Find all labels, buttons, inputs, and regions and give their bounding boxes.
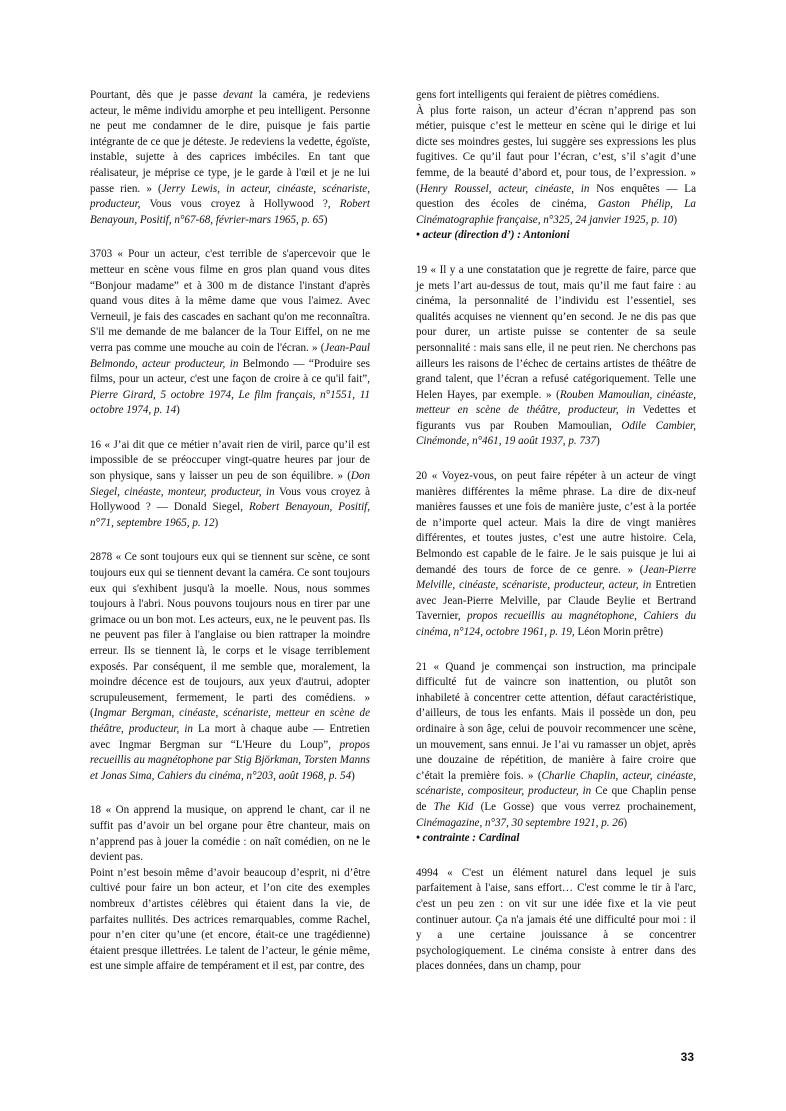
citation-text: Jean-Paul Belmondo, acteur producteur, in bbox=[90, 341, 370, 370]
quote-text: Point n’est besoin même d’avoir beaucoup d’esprit, ni d’être cultivé pour faire un bon acteur, et l’on cite des exemples nombreux d’artistes célèbres qui étaient dans la vie, de parfaites nullités. Des actrices remarquables, comme Rachel, pour n’en citer qu’une (et encore, était-ce une tragédienne) étaient presque illettrées. Le talent de l’acteur, le génie même, est une simple affaire de tempérament et il est, par contre, des bbox=[90, 866, 370, 973]
citation-text: Don Siegel, cinéaste, monteur, producteur, in bbox=[90, 470, 370, 498]
quote-text: Pourtant, dès que je passe bbox=[90, 89, 224, 101]
citation-text: propos recueillis au magnétophone, Cahiers du cinéma, n°124, octobre 1961, p. 19, bbox=[416, 610, 696, 638]
quote-text: ) bbox=[176, 404, 180, 417]
quote-text: 4994 « C'est un élément naturel dans lequel je suis parfaitement à l'aise, sans effort… C'est comme le tir à l'arc, c'est un peu zen : on vit sur une idée fixe et la vie peut continuer autour. Ça n'a jamais été une difficulté pour moi : il y a une certaine jouissance à se concentrer psychologiquement. Le cinéma consiste à entrer dans des places données, dans un champ, pour bbox=[416, 866, 696, 973]
quote-text: À plus forte raison, un acteur d’écran n’apprend pas son métier, puisque c’est le metteur en scène qui le dirige et lui dicte ses moindres gestes, lui suggère ses expressions les plus fugitives. Ce qu’il faut pour l’écran, c’est, s’il s’agit d’une femme, de la beauté d’abord et, pour tous, de l’expression. » ( bbox=[416, 104, 696, 195]
quote-text: 20 « Voyez-vous, on peut faire répéter à un acteur de vingt manières différentes la même phrase. La dire de dix-neuf manières fausses et une fois de manière juste, c’est à la portée de n’importe quel acteur. Mais la dire de vingt manières différentes, et toutes justes, c’est une autre histoire. Cela, Belmondo est capable de le faire. Je le sais puisque je lui ai demandé des tours de force de ce genre. » ( bbox=[416, 470, 696, 576]
citation-text: devant bbox=[223, 89, 253, 101]
citation-text: The Kid bbox=[433, 800, 474, 813]
quote-entry bbox=[416, 660, 696, 832]
quote-entry bbox=[416, 263, 696, 450]
citation-text: Jean-Pierre Melville, cinéaste, scénariste, producteur, acteur, in bbox=[416, 563, 696, 592]
citation-text: propos recueillis au magnétophone par Stig Björkman, Torsten Manns et Jonas Sima, Cahiers du cinéma, n°203, août 1968, p. 54 bbox=[90, 738, 370, 782]
citation-text: Ingmar Bergman, cinéaste, scénariste, metteur en scène de théâtre, producteur, in bbox=[90, 707, 370, 735]
quote-entry bbox=[90, 88, 370, 228]
citation-text: Cinémagazine, n°37, 30 septembre 1921, p. 26 bbox=[416, 816, 624, 829]
citation-text: Pierre Girard, 5 octobre 1974, Le film français, n°1551, 11 octobre 1974, p. 14 bbox=[90, 388, 370, 417]
quote-entry bbox=[90, 247, 370, 419]
quote-text: Belmondo — “Produire ses films, pour un acteur, c'est une façon de croire à ce qu'il fait”, bbox=[90, 357, 370, 386]
page-number: 33 bbox=[680, 1050, 694, 1064]
citation-text: Jerry Lewis, in acteur, cinéaste, scénariste, producteur, bbox=[90, 182, 370, 211]
citation-text: Henry Roussel, acteur, cinéaste, in bbox=[419, 182, 590, 195]
quote-entry bbox=[416, 88, 696, 104]
quote-text: Nos enquêtes — La question des écoles de cinéma, bbox=[416, 182, 696, 211]
left-column bbox=[90, 88, 370, 994]
quote-text: Léon Morin prêtre) bbox=[574, 626, 664, 638]
quote-text: ) bbox=[214, 516, 219, 529]
quote-text: 2878 « Ce sont toujours eux qui se tiennent sur scène, ce sont toujours eux qui se tiennent devant la caméra. Ce sont toujours eux qui s'exhibent jusqu'à la moelle. Nous, nous sommes toujours à l'abri. Nous pouvons toujours nous en tirer par une grimace ou un bon mot. Les acteurs, eux, ne le peuvent pas. Ils ne peuvent pas filer à l'anglaise ou bien rattraper la moindre erreur. Ils se tiennent là, le corps et le visage terriblement exposés. Par conséquent, il me semble que, moralement, la moindre décence est de toujours, aux yeux d'autrui, adopter scrupuleusement, fermement, le parti des comédiens. » ( bbox=[90, 551, 370, 720]
quote-text: ) bbox=[351, 769, 355, 782]
right-column bbox=[416, 88, 696, 994]
cross-reference bbox=[416, 831, 696, 847]
quote-text: Ce que Chaplin pense de bbox=[416, 785, 696, 813]
quote-text: ) bbox=[596, 435, 600, 448]
quote-entry bbox=[416, 866, 696, 975]
quote-entry bbox=[416, 104, 696, 229]
quote-text: Entretien avec Jean-Pierre Melville, par Claude Beylie et Bertrand Tavernier, bbox=[416, 579, 696, 623]
citation-text: Charlie Chaplin, acteur, cinéaste, scénariste, compositeur, producteur, in bbox=[416, 769, 696, 798]
cross-reference bbox=[416, 228, 696, 244]
quote-text: gens fort intelligents qui feraient de piètres comédiens. bbox=[416, 89, 660, 101]
quote-entry bbox=[90, 866, 370, 975]
quote-text: 21 « Quand je commençai son instruction, ma principale difficulté fut de vaincre son inattention, ou plutôt son inhabileté à concentrer cette attention, défaut caractéristique, d’ailleurs, de tous les enfants. Mais il possède un don, peu ordinaire à son âge, celui de pouvoir recommencer une scène, un mouvement, sans ennui. Je l’ai vu ramasser un objet, après une douzaine de répétition, de manière à faire croire que c’était la première fois. » ( bbox=[416, 660, 696, 782]
quote-text: Vous vous croyez à Hollywood ?, bbox=[140, 198, 340, 211]
quote-text: La mort à chaque aube — Entretien avec Ingmar Bergman sur “L'Heure du Loup”, bbox=[90, 722, 370, 751]
quote-text: 19 « Il y a une constatation que je regrette de faire, parce que je mets l’art au-dessus de tout, mais qu’il me faut faire : au cinéma, la personnalité de l’individu est l’essentiel, ses qualités acquises ne viennent qu’en second. Je ne dis pas que pour durer, un artiste puisse se contenter de sa seule personnalité : mais sans elle, il ne peut rien. Ne cherchons pas ailleurs les raisons de l’échec de certains artistes de théâtre de grand talent, que l’écran a refusé catégoriquement. Telle une Helen Hayes, par exemple. » ( bbox=[416, 263, 696, 401]
quote-text: la caméra, je redeviens acteur, le même individu amorphe et peu intelligent. Personne ne peut me condamner de le dire, puisque je fais partie intégrante de ce que je déteste. Je redeviens la vedette, égoïste, instable, sujette à des caprices imbéciles. En tant que réalisateur, je méprise ce type, je le garde à l'œil et je ne lui passe rien. » ( bbox=[90, 89, 371, 195]
citation-text: • contrainte : Cardinal bbox=[416, 832, 520, 845]
quote-text: 3703 « Pour un acteur, c'est terrible de s'apercevoir que le metteur en scène vous filme en gros plan quand vous dites “Bonjour madame” et à 300 m de distance l'instant d'après quand vous dites à la même dame que vous l'aimez. Avec Verneuil, je fais des cascades en sachant qu'on me reconnaîtra. S'il me demande de me balancer de la Tour Eiffel, on ne me verra pas comme une mouche au coin de l'écran. » ( bbox=[90, 248, 370, 354]
quote-text: Vous vous croyez à Hollywood ? — Donald Siegel, bbox=[90, 485, 370, 514]
quote-entry bbox=[90, 803, 370, 865]
quote-entry bbox=[90, 550, 370, 784]
quote-text: ) bbox=[323, 213, 328, 226]
quote-text: Vedettes et figurants vus par Rouben Mamoulian, bbox=[416, 404, 697, 432]
citation-text: • acteur (direction d’) : Antonioni bbox=[416, 229, 570, 242]
quote-entry bbox=[416, 469, 696, 641]
quote-entry bbox=[90, 438, 370, 532]
citation-text: Rouben Mamoulian, cinéaste, metteur en scène de théâtre, producteur, in bbox=[416, 388, 696, 417]
citation-text: Gaston Phélip, La Cinématographie française, n°325, 24 janvier 1925, p. 10 bbox=[416, 198, 696, 226]
citation-text: Robert Benayoun, Positif, n°71, septembre 1965, p. 12 bbox=[90, 501, 371, 529]
quote-text: ) bbox=[623, 816, 628, 829]
citation-text: Odile Cambier, Cinémonde, n°461, 19 août 1937, p. 737 bbox=[416, 419, 696, 448]
quote-text: (Le Gosse) que vous verrez prochainement, bbox=[473, 800, 696, 813]
quote-text: 16 « J’ai dit que ce métier n’avait rien de viril, parce qu’il est impossible de se préoccuper vingt-quatre heures par jour de son physique, sans y laisser un peu de son équilibre. » ( bbox=[90, 438, 370, 483]
citation-text: Robert Benayoun, Positif, n°67-68, février-mars 1965, p. 65 bbox=[90, 198, 370, 226]
quote-text: ) bbox=[673, 213, 678, 226]
quote-text: 18 « On apprend la musique, on apprend le chant, car il ne suffit pas d’avoir un bel organe pour être chanteur, mais on n’apprend pas à jouer la comédie : on naît comédien, on ne le devient pas. bbox=[90, 804, 370, 864]
